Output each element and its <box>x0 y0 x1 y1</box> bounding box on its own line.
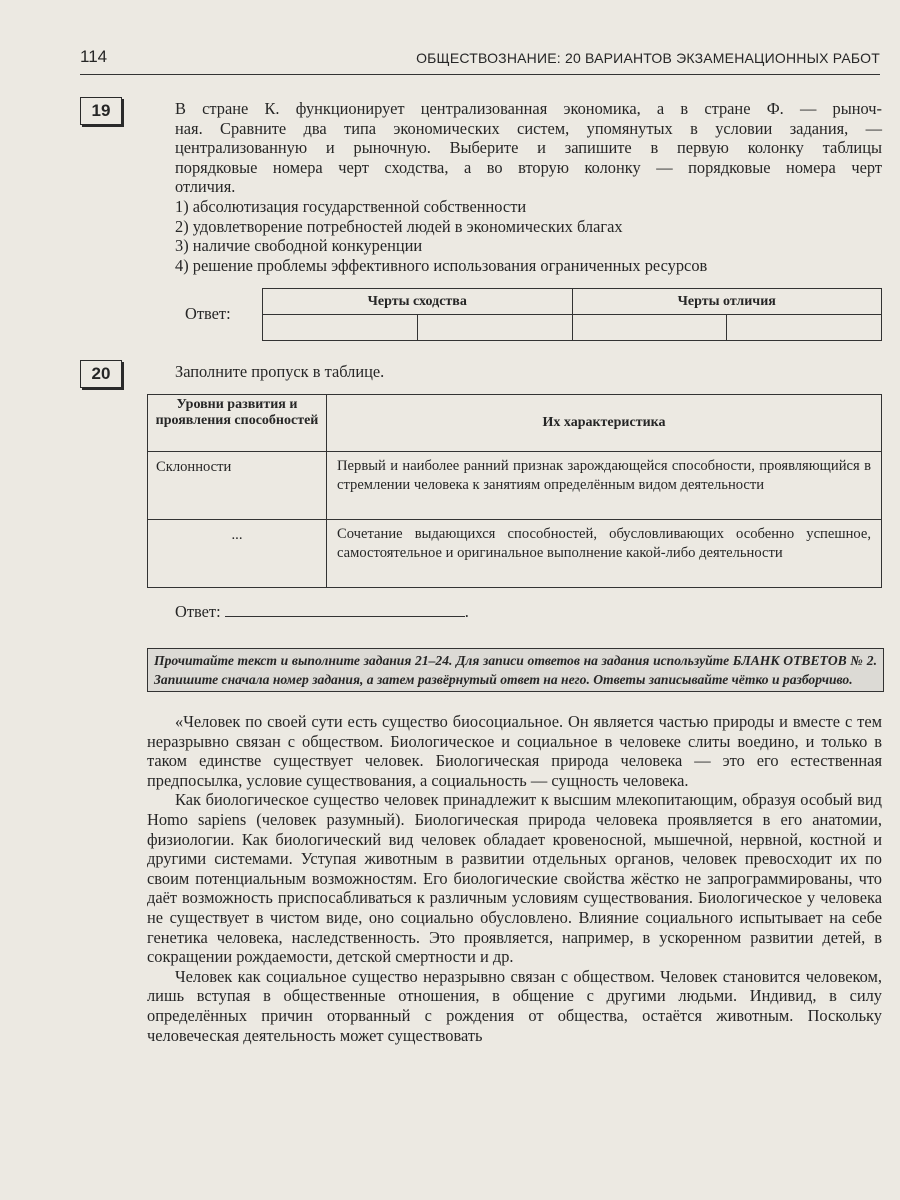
instruction-box: Прочитайте текст и выполните задания 21–24. Для записи ответов на задания используйте БЛАНК ОТВЕТОВ № 2. Запишите сначала номер задания, а затем развёрнутый ответ на него. Ответы записывайте чётко и разборчиво. <box>147 648 884 692</box>
task-19-number: 19 <box>80 97 122 125</box>
task-20-prompt: Заполните пропуск в таблице. <box>175 362 385 381</box>
task-20-answer-label: Ответ: <box>175 602 221 621</box>
answer-end: . <box>464 602 469 621</box>
characteristics-header: Их характеристика <box>327 395 882 452</box>
table-row <box>148 520 882 588</box>
task-19-line: отличия. <box>175 177 236 197</box>
task-19-line: В стране К. функционирует централизованная экономика, а в стране Ф. — рыноч- <box>175 99 882 118</box>
task-19-option: 2) удовлетворение потребностей людей в экономических благах <box>175 216 623 236</box>
similarity-cell-2[interactable] <box>417 315 572 341</box>
task-19-text <box>175 99 882 275</box>
task-20-number: 20 <box>80 360 122 388</box>
difference-cell-1[interactable] <box>572 315 727 341</box>
level-cell: Склонности <box>148 452 327 520</box>
task-20-table <box>147 394 882 588</box>
task-19-answer-table <box>262 288 882 341</box>
book-title: ОБЩЕСТВОЗНАНИЕ: 20 ВАРИАНТОВ ЭКЗАМЕНАЦИОННЫХ РАБОТ <box>416 50 880 66</box>
task-20-answer <box>175 602 469 622</box>
table-row <box>148 452 882 520</box>
answer-line[interactable] <box>225 602 465 617</box>
task-19-line: ная. Сравните два типа экономических систем, упомянутых в условии задания, — <box>175 118 882 138</box>
differences-header: Черты отличия <box>572 289 882 315</box>
similarity-cell-1[interactable] <box>263 315 418 341</box>
description-cell: Первый и наиболее ранний признак зарождающейся способности, проявляющийся в стремлении человека к занятиям определённым видом деятельности <box>327 452 882 520</box>
similarities-header: Черты сходства <box>263 289 573 315</box>
reading-text <box>147 712 882 1045</box>
missing-level-cell[interactable]: ... <box>148 520 327 588</box>
page-number: 114 <box>80 47 108 66</box>
task-19-option: 1) абсолютизация государственной собственности <box>175 196 527 216</box>
task-19-line: централизованную и рыночную. Выберите и запишите в первую колонку таблицы <box>175 138 882 158</box>
text-paragraph: Как биологическое существо человек принадлежит к высшим млекопитающим, образуя особый вид Homo sapiens (человек разумный). Биологическая природа человека проявляется в его анатомии, физиологии. Как биологический вид человек обладает кровеносной, мышечной, нервной, костной и другими системами. Уступая животным в развитии отдельных органов, человек превосходит их по своим потенциальным возможностям. Его биологические свойства жёстко не запрограммированы, что даёт возможность приспосабливаться к различным условиям существования. Биологическое у человека не существует в чистом виде, оно социально обусловлено. Влияние социального испытывает на себе генетика человека, наследственность. Это проявляется, например, в ускоренном развитии детей, в сокращении рождаемости, детской смертности и др. <box>147 790 882 967</box>
task-19-option: 3) наличие свободной конкуренции <box>175 236 423 256</box>
task-19-line: порядковые номера черт сходства, а во вторую колонку — порядковые номера черт <box>175 157 882 177</box>
page-header <box>80 44 880 75</box>
text-paragraph: Человек как социальное существо неразрывно связан с обществом. Человек становится человеком, лишь вступая в общественные отношения, в общение с другими людьми. Индивид, в силу определённых причин оторванный с рождения от общества, остаётся животным. Поскольку человеческая деятельность может существовать <box>147 966 882 1045</box>
difference-cell-2[interactable] <box>727 315 882 341</box>
task-19-options <box>175 197 882 275</box>
task-19-option: 4) решение проблемы эффективного использования ограниченных ресурсов <box>175 255 708 275</box>
levels-header: Уровни развития и проявления способностей <box>148 395 327 452</box>
text-paragraph: «Человек по своей сути есть существо биосоциальное. Он является частью природы и вместе с тем неразрывно связан с обществом. Биологическое и социальное в человеке слиты воедино, и только в таком единстве существует человек. Биологическая природа человека — это его естественная предпосылка, условие существования, а социальность — сущность человека. <box>147 712 882 790</box>
description-cell: Сочетание выдающихся способностей, обусловливающих особенно успешное, самостоятельное и оригинальное выполнение какой-либо деятельности <box>327 520 882 588</box>
task-19-answer-label: Ответ: <box>185 304 231 323</box>
